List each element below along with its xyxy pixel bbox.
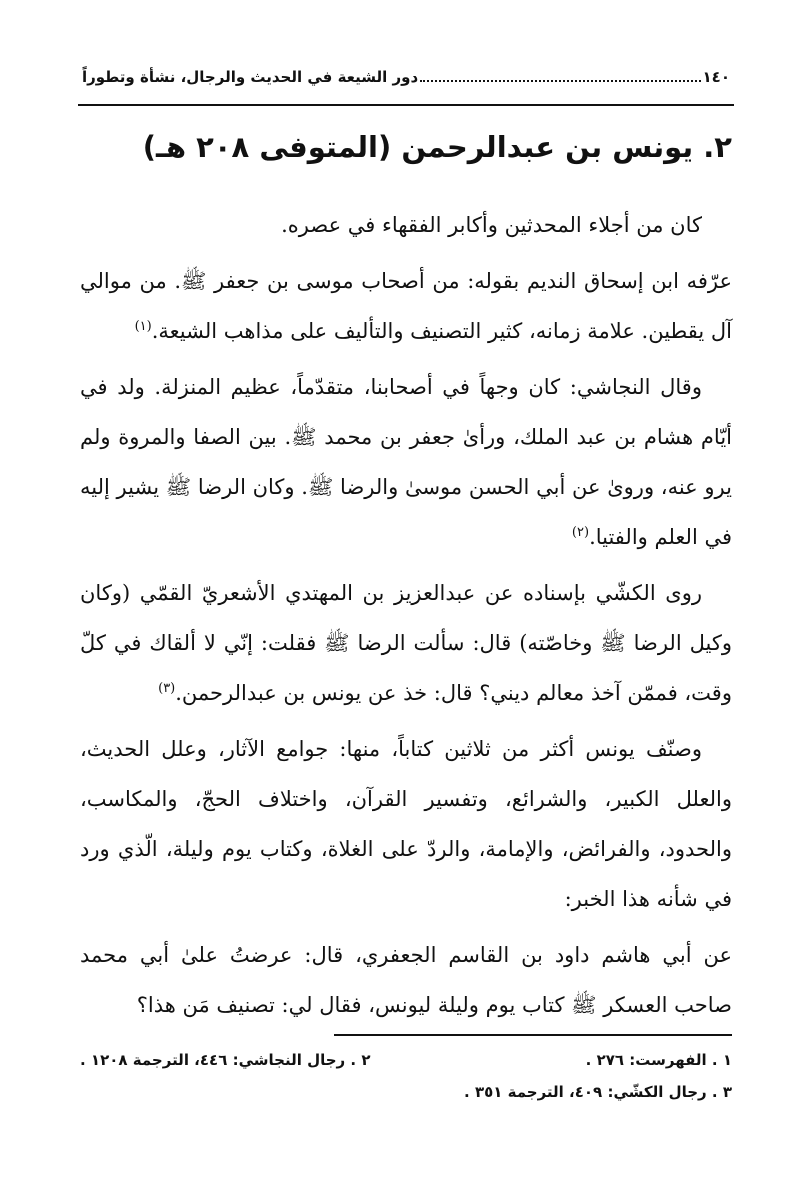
paragraph: عرّفه ابن إسحاق النديم بقوله: من أصحاب موسى بن جعفر ﷺ. من موالي آل يقطين. علامة زمانه، كثير التصنيف والتأليف على مذاهب الشيعة.$^{(١)}$ — [80, 269, 732, 343]
paragraph: كان من أجلاء المحدثين وأكابر الفقهاء في عصره. — [281, 213, 702, 237]
footnote-2: ٢ . رجال النجاشي: ٤٤٦، الترجمة ١٢٠٨ . — [80, 1051, 371, 1069]
header-rule — [78, 104, 734, 106]
paragraph: وقال النجاشي: كان وجهاً في أصحابنا، متقدّماً، عظيم المنزلة. ولد في أيّام هشام بن عبد الملك، ورأىٰ جعفر بن محمد ﷺ. بين الصفا والمروة ولم يرو عنه، وروىٰ عن أبي الحسن موسىٰ والرضا ﷺ. وكان الرضا ﷺ يشير إليه في العلم والفتيا.$^{(٢)}$ — [80, 375, 732, 549]
section-heading: ٢. يونس بن عبدالرحمن (المتوفى ٢٠٨ هـ) — [142, 130, 732, 164]
running-title: دور الشيعة في الحديث والرجال، نشأة وتطوراً — [82, 68, 419, 86]
footnote-ref: (١) — [134, 319, 152, 334]
page-number: ١٤٠ — [702, 68, 730, 86]
paragraph: وصنّف يونس أكثر من ثلاثين كتاباً، منها: جوامع الآثار، وعلل الحديث، والعلل الكبير، والشرائع، وتفسير القرآن، واختلاف الحجّ، والمكاسب، والحدود، والفرائض، والإمامة، والردّ على الغلاة، وكتاب يوم وليلة، الّذي ورد في شأنه هذا الخبر: — [80, 737, 732, 911]
footnote-1: ١ . الفهرست: ٢٧٦ . — [585, 1051, 732, 1069]
footnotes — [80, 1044, 732, 1108]
footnote-rule — [334, 1034, 732, 1036]
footnote-3: ٣ . رجال الكشّي: ٤٠٩، الترجمة ٣٥١ . — [464, 1083, 732, 1101]
footnote-ref: (٣) — [158, 681, 176, 696]
paragraph: عن أبي هاشم داود بن القاسم الجعفري، قال: عرضتُ علىٰ أبي محمد صاحب العسكر ﷺ كتاب يوم وليلة ليونس، فقال لي: تصنيف مَن هذا؟ — [80, 943, 732, 1017]
header-dot-leader — [420, 80, 700, 82]
paragraph: روى الكشّي بإسناده عن عبدالعزيز بن المهتدي الأشعريّ القمّي (وكان وكيل الرضا ﷺ وخاصّته) قال: سألت الرضا ﷺ فقلت: إنّي لا ألقاك في كلّ وقت، فممّن آخذ معالم ديني؟ قال: خذ عن يونس بن عبدالرحمن.$^{(٣)}$ — [80, 581, 732, 705]
running-header — [82, 68, 730, 86]
body-text — [80, 200, 732, 1036]
footnote-ref: (٢) — [571, 525, 590, 540]
